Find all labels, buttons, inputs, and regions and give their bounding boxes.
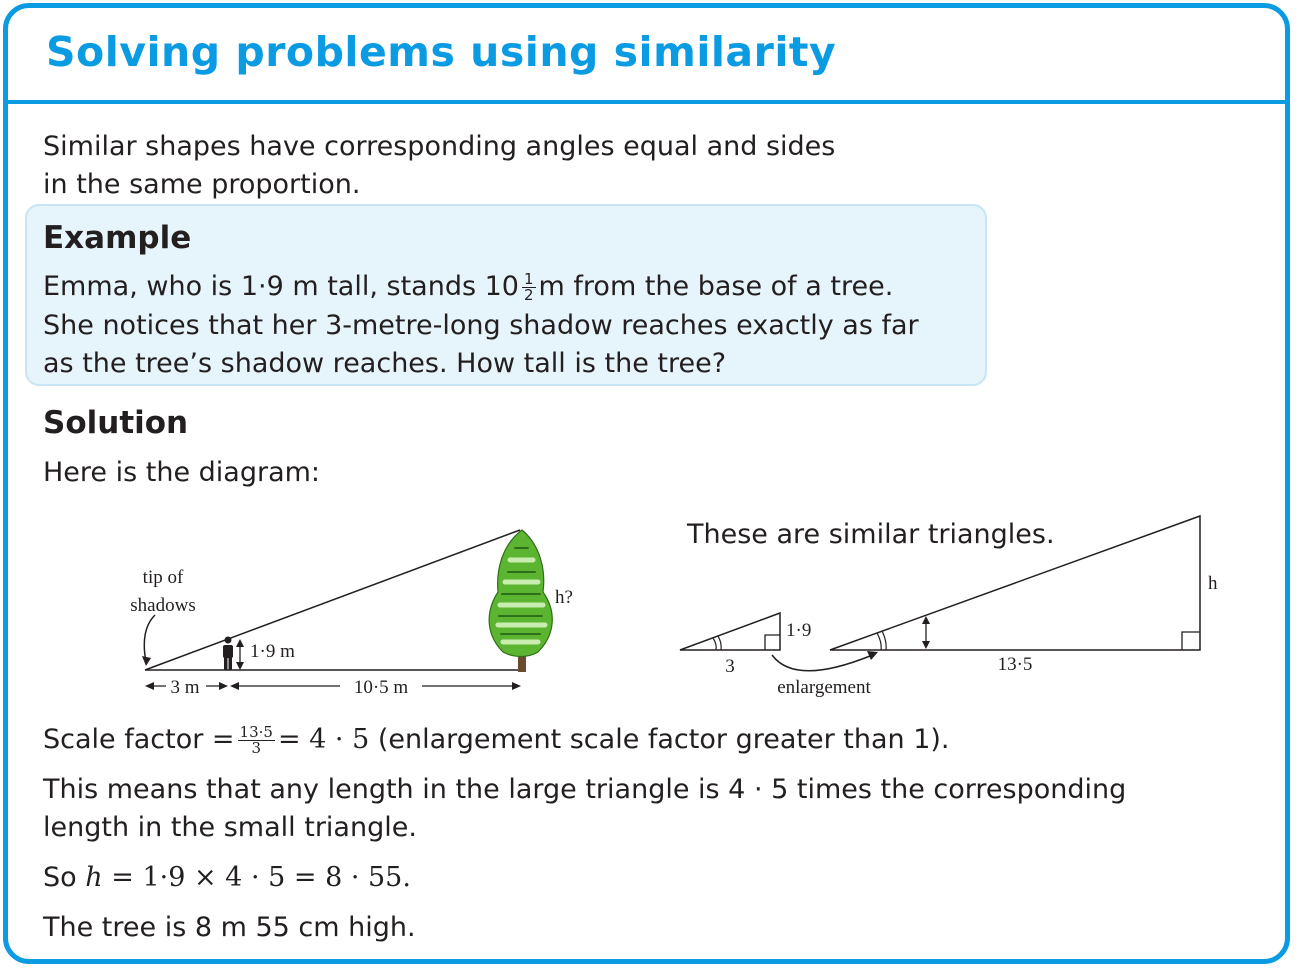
scale-factor-label: Scale factor bbox=[43, 724, 204, 755]
small-right-angle-mark bbox=[765, 635, 780, 650]
large-height-label: h bbox=[1208, 573, 1218, 594]
means-line-2: length in the small triangle. bbox=[43, 812, 417, 843]
so-expression: = 1·9 × 4 · 5 = 8 · 55. bbox=[111, 862, 411, 893]
enlargement-arrow bbox=[772, 655, 870, 671]
person-icon bbox=[223, 637, 233, 671]
scale-fraction bbox=[238, 725, 275, 756]
tip-label-1: tip of bbox=[142, 567, 184, 588]
shadow-dim-arrowhead-left bbox=[145, 682, 154, 690]
so-prefix: So bbox=[43, 862, 77, 893]
distance-label: 10·5 m bbox=[353, 677, 409, 698]
person-height-label: 1·9 m bbox=[250, 641, 295, 662]
fraction-numerator: 1 bbox=[523, 270, 534, 288]
scale-eq-2: = 4 · 5 bbox=[277, 724, 370, 755]
tree-icon bbox=[489, 530, 552, 672]
intro-line-2: in the same proportion. bbox=[43, 169, 361, 200]
large-triangle bbox=[830, 516, 1200, 650]
example-line-2: She notices that her 3-metre-long shadow reaches exactly as far bbox=[43, 310, 919, 341]
small-angle-arc-1 bbox=[713, 638, 716, 650]
person-height-arrowhead-bottom bbox=[236, 662, 244, 670]
solution-heading: Solution bbox=[43, 405, 189, 441]
enlargement-arrowhead bbox=[867, 651, 878, 660]
intro-line-1: Similar shapes have corresponding angles equal and sides bbox=[43, 131, 836, 162]
tree-height-label: h? bbox=[555, 587, 573, 608]
page-title: Solving problems using similarity bbox=[46, 28, 837, 76]
enlargement-label: enlargement bbox=[777, 677, 871, 698]
scale-fraction-denominator: 3 bbox=[251, 739, 262, 757]
tree-shadow-diagram bbox=[110, 520, 600, 710]
scale-fraction-numerator: 13·5 bbox=[239, 723, 273, 741]
similar-caption: These are similar triangles. bbox=[687, 519, 1055, 550]
tip-label-2: shadows bbox=[130, 595, 196, 616]
example-heading: Example bbox=[43, 220, 192, 256]
scale-note: (enlargement scale factor greater than 1). bbox=[377, 724, 950, 755]
distance-dim-arrowhead-right bbox=[512, 682, 521, 690]
solution-line-1: Here is the diagram: bbox=[43, 457, 321, 488]
shadow-length-label: 3 m bbox=[170, 677, 200, 698]
similar-triangles-diagram bbox=[670, 508, 1240, 708]
small-height-label: 1·9 bbox=[786, 620, 812, 641]
sun-ray-line bbox=[142, 530, 520, 670]
large-height-marker-bottom bbox=[922, 641, 930, 649]
scale-factor-line bbox=[43, 720, 950, 759]
means-line-1: This means that any length in the large triangle is 4 · 5 times the corresponding bbox=[43, 774, 1127, 805]
person-height-arrowhead-top bbox=[236, 639, 244, 647]
example-line-1a: Emma, who is 1·9 m tall, stands 10 bbox=[43, 271, 519, 302]
large-angle-arc-1 bbox=[877, 633, 881, 650]
so-variable: h bbox=[85, 862, 103, 893]
tip-pointer-arrow bbox=[144, 615, 155, 662]
so-line bbox=[43, 858, 411, 897]
large-height-marker-top bbox=[922, 616, 930, 624]
small-base-label: 3 bbox=[725, 656, 735, 677]
example-line-1b: m from the base of a tree. bbox=[538, 271, 894, 302]
example-line-3: as the tree’s shadow reaches. How tall is the tree? bbox=[43, 348, 727, 379]
large-angle-arc-2 bbox=[882, 631, 886, 650]
tip-pointer-arrowhead bbox=[142, 656, 151, 666]
example-line-1 bbox=[43, 267, 893, 306]
scale-eq-1: = bbox=[211, 724, 235, 755]
small-angle-arc-2 bbox=[718, 636, 721, 650]
fraction-denominator: 2 bbox=[523, 286, 534, 304]
large-right-angle-mark bbox=[1182, 632, 1200, 650]
conclusion-line: The tree is 8 m 55 cm high. bbox=[43, 912, 416, 943]
large-base-label: 13·5 bbox=[997, 654, 1033, 675]
shadow-dim-arrowhead-right bbox=[219, 682, 228, 690]
title-bar bbox=[8, 8, 1285, 104]
fraction-half bbox=[522, 272, 536, 303]
